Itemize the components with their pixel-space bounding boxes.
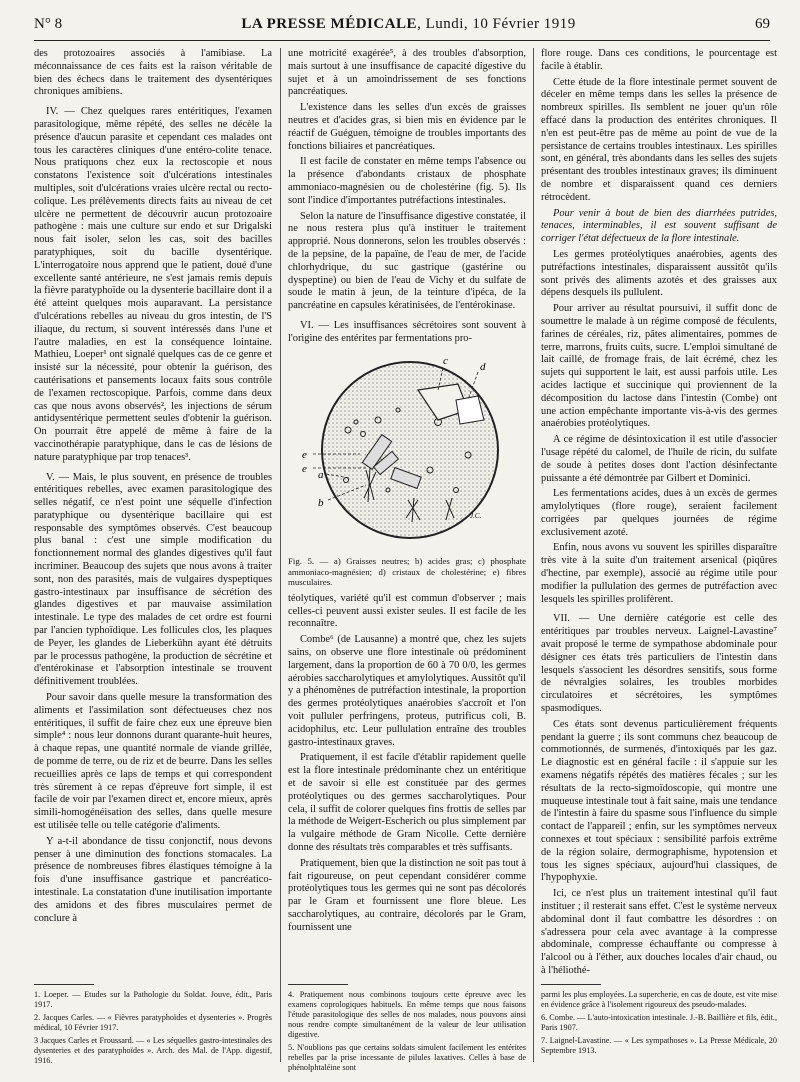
section-vii: VII. — Une dernière catégorie est celle des entéritiques par troubles nerveux. Laignel-Lavastine⁷ avait proposé le terme de sympathose abdominale pour désigner ces états très particuliers de l'intestin dans lesquels s'associent les désordres sensitifs, sous forme de névralgies solaires, les troubles morbides circulatoires et sécrétoires, les symptômes spasmodiques. xyxy=(541,613,777,715)
paragraph: Pour arriver au résultat poursuivi, il suffit donc de soumettre le malade à un régime composé de féculents, farines de céréales, riz, pâtes alimentaires, pommes de terre, marrons, fruits cuits, sucre. L'emploi simultané de lait caillé, de fromage frais, de lait écrémé, chez les sujets qui supportent le lait, est aussi parfois utile. Les acides lactique et succinique qui proviennent de la décomposition du lactose dans l'intestin (Combe) ont une action empêchante importante vis-à-vis des germes anaérobies protéolytiques. xyxy=(541,303,777,430)
paragraph: Pour venir à bout de bien des diarrhées putrides, tenaces, interminables, il est souvent suffisant de corriger l'état défectueux de la flore intestinale. xyxy=(541,207,777,245)
figure-caption: Fig. 5. — a) Graisses neutres; b) acides gras; c) phosphate ammoniaco-magnésien; d) cristaux de cholestérine; e) fibres musculaires. xyxy=(288,556,526,588)
journal-title: LA PRESSE MÉDICALE xyxy=(241,16,418,32)
footnote: 3 Jacques Carles et Froussard. — « Les séquelles gastro-intestinales des dysenteries et des paratyphoïdes ». Arch. des Mal. de l'App. digestif, 1916. xyxy=(34,1036,272,1065)
label-e: e xyxy=(302,448,307,461)
footnote: 7. Laignel-Lavastine. — « Les sympathoses ». La Presse Médicale, 20 Septembre 1913. xyxy=(541,1036,777,1055)
paragraph: Les germes protéolytiques anaérobies, agents des putréfactions intestinales, disparaissent aussitôt qu'ils sont privés des aliments azotés et des graisses aux dépens desquels ils pullulent. xyxy=(541,248,777,299)
section-iv: IV. — Chez quelques rares entéritiques, l'examen parasitologique, même répété, des selles ne décèle la présence d'aucun parasite et cependant ces malades ont tous les caractères cliniques d'une entéro-colite tenace. Nous pratiquons chez eux la rectoscopie et nous constatons l'existence soit d'ulcérations intestinales multiples, soit d'ulcérations vraies ulcère rectal ou recto-colique. Les prélèvements directs faits au niveau de cet ulcère ne permettent de découvrir aucun protozoaire pathogène : mais une culture sur endo et sur Drigalski nous fait isoler, selon les cas, soit des bacilles paratyphiques, soit du bacille dysentérique. L'interrogatoire nous apprend que le patient, doué d'une excellente santé antérieure, ne s'est jamais remis depuis la fièvre paratyphoïde ou la dysenterie bacillaire dont il a été atteint quelques mois auparavant. La persistance d'ulcérations rebelles au niveau du gros intestin, de l'S iliaque, du rectum, si souvent intéressés dans l'une et l'autre maladies, en est la conséquence lointaine. Mathieu, Loeper¹ ont signalé quelques cas de ce genre et insisté sur la nécessité, pour obtenir la guérison, des cautérisations et pansements locaux faits sous contrôle de l'examen rectoscopique. Parfois, comme dans deux cas que nous avons observés², les injections de sérum antidysentérique permettent seules d'obtenir la guérison. On pourrait être appelé de même à faire de la vaccinothérapie paratyphique, dans le cas de lésions de nature paratyphique par trop tenaces³. xyxy=(34,106,272,463)
paragraph: Pratiquement, bien que la distinction ne soit pas tout à fait rigoureuse, on peut cependant considérer comme protéolytiques tous les germes qui ne sont pas décolorés par le Gram et fournissent une flore bleue. Les saccharolytiques, au contraire, décolorés par le Gram, fournissent une xyxy=(288,857,526,933)
column-3 xyxy=(541,48,777,983)
footnote: 2. Jacques Carles. — « Fièvres paratyphoïdes et dysenteries ». Progrès médical, 10 Février 1917. xyxy=(34,1013,272,1032)
section-vi: VI. — Les insuffisances sécrétoires sont souvent à l'origine des entérites par fermentations pro- xyxy=(288,319,526,344)
paragraph: une motricité exagérée⁵, à des troubles d'absorption, mais surtout à une insuffisance de capacité digestive du sujet et à un amoindrissement de ses fonctions pancréatiques. xyxy=(288,48,526,98)
paragraph: téolytiques, variété qu'il est commun d'observer ; mais celles-ci peuvent aussi exister seules. Il est facile de les reconnaître. xyxy=(288,592,526,630)
footnote: 1. Loeper. — Etudes sur la Pathologie du Soldat. Jouve, édit., Paris 1917. xyxy=(34,990,272,1009)
page-number: 69 xyxy=(755,16,770,32)
footnote: parmi les plus employées. La supercherie, en cas de doute, est vite mise en évidence grâce à l'isolement rigoureux des pseudo-malades. xyxy=(541,990,777,1009)
paragraph: Les fermentations acides, dues à un excès de germes amylolytiques (flore rouge), seraient facilement corrigées par quelques journées de régime exclusivement azoté. xyxy=(541,488,777,538)
paragraph: Il est facile de constater en même temps l'absence ou la présence d'abondants cristaux de phosphate ammoniaco-magnésien ou de cholestérine (fig. 5). Ils sont l'indice d'importantes putréfactions intestinales. xyxy=(288,156,526,206)
footnote-rule xyxy=(34,984,94,985)
issue-number: N° 8 xyxy=(34,16,63,32)
footnotes-column-3 xyxy=(541,990,777,1059)
microscope-field-illustration xyxy=(288,350,526,550)
footnotes-column-1 xyxy=(34,990,272,1069)
paragraph: Selon la nature de l'insuffisance digestive constatée, il ne nous restera plus qu'à instituer le traitement approprié. Nous donnerons, selon les troubles observés : de la pepsine, de la papaïne, de l'eau de mer, de l'acide chlorhydrique, du suc gastrique (gastérine ou dyspeptine) ou bien de l'eau de Vichy et du sulfate de soude le matin à jeun, de la teinture d'ipéca, de la pancréatine en capsules kératinisées, de l'entérokinase. xyxy=(288,210,526,312)
paragraph: des protozoaires associés à l'amibiase. La méconnaissance de ces faits est la raison véritable de bien des échecs dans le traitement des dysentériques chroniques amibiens. xyxy=(34,48,272,98)
section-v: V. — Mais, le plus souvent, en présence de troubles entéritiques rebelles, avec examen parasitologique des selles négatif, ce n'est point une séquelle d'infection paratyphique ou dysentérique bacillaire qui est responsable des symptômes observés. C'est beaucoup plus banal : c'est une simple modification du fonctionnement normal des glandes digestives qu'il faut incriminer. Beaucoup des sujets que nous avons à traiter sont, non des parasités, mais de vulgaires dyspeptiques gastro-intestinaux par insuffisance de sécrétion des glandes digestives et par mauvaise assimilation intestinale. Le type des malades de cet ordre est fourni par l'ancien typhoïdique. Les follicules clos, les plaques de Peyer, les glandes de Lieberkühn ayant été détruits par le processus pathogène, la production de sécrétine et d'entérokinase et l'absorption intestinale se trouvent définitivement troublées. xyxy=(34,471,272,688)
paragraph: Ces états sont devenus particulièrement fréquents pendant la guerre ; ils sont communs chez beaucoup de commotionnés, de surmenés, d'intoxiqués par les gaz. Le diagnostic est en général facile : il s'appuie sur les examens négatifs répétés des matières fécales ; sur les résultats de la recto-sigmoïdoscopie, qui montre une muqueuse intestinale tout à fait saine, mais une tendance de l'intestin à faire du spasme sous l'influence du simple contact de l'appareil ; enfin, sur les symptômes nerveux connexes et tout spéciaux : sensibilité parfois extrême de la région solaire, dermographisme, hypotension et tous les signes spéciaux, aujourd'hui classiques, de l'hypophyxie. xyxy=(541,718,777,884)
illustrator-signature: J.C. xyxy=(470,511,482,520)
label-b: b xyxy=(318,496,324,509)
label-c: c xyxy=(443,354,448,367)
issue-date: , Lundi, 10 Février 1919 xyxy=(417,16,576,32)
footnote: 5. N'oublions pas que certains soldats simulent facilement les entérites rebelles par la prise incessante de pilules laxatives. Celles à base de phénolphtaléine sont xyxy=(288,1043,526,1072)
column-separator xyxy=(280,48,281,1062)
column-2 xyxy=(288,48,526,980)
column-1 xyxy=(34,48,272,978)
paragraph: Pratiquement, il est facile d'établir rapidement quelle est la flore intestinale prédominante chez un entéritique et de savoir si elle est constituée par des germes protéolytiques ou des germes saccharolytiques. Pour cela, il suffit de colorer quelques fins frottis de selles par la méthode de Weigert-Escherich ou plus simplement par la vulgaire méthode de Gram Nicolle. Cette dernière donne des résultats très comparables et très suffisants. xyxy=(288,752,526,853)
footnote: 6. Combe. — L'auto-intoxication intestinale. J.-B. Baillière et fils, édit., Paris 1907. xyxy=(541,1013,777,1032)
paragraph: Combe⁶ (de Lausanne) a montré que, chez les sujets sains, on observe une flore intestinale où prédominent largement, dans la proportion de 60 à 70 0/0, les germes aérobies saccharolytiques et amylolytiques. Aussitôt qu'il y a phénomènes de putréfaction intestinale, la proportion des germes protéolytiques anaérobies s'accroît et l'on voit pulluler perfringens, proteus, putrificus coli, B. acidophilus, etc. Leur pullulation entraîne des troubles gastro-intestinaux graves. xyxy=(288,634,526,748)
label-a: a xyxy=(318,468,324,481)
column-separator xyxy=(533,48,534,1062)
paragraph: L'existence dans les selles d'un excès de graisses neutres et d'acides gras, si bien mis en évidence par le réactif de Guéguen, témoigne de troubles importants des fonctions biliaires et pancréatiques. xyxy=(288,102,526,152)
header-rule xyxy=(34,40,770,41)
page-header xyxy=(34,16,770,38)
label-d: d xyxy=(480,360,486,373)
paragraph: Pour savoir dans quelle mesure la transformation des aliments et l'assimilation sont défectueuses chez nos entéritiques, il suffit de faire chez eux une épreuve bien simple⁴ : nous leur donnons durant quarante-huit heures, à chaque repas, une quantité normale de viande grillée, de pomme de terre, ou de riz et de beurre. Dans les selles recueillies après ce laps de temps et qui correspondent très sûrement à ce repas d'épreuve fort simple, il est facile de voir par l'examen direct et, encore mieux, après simili-homogénéisation des selles, dans quelle mesure est utilisée telle ou telle catégorie d'aliments. xyxy=(34,692,272,832)
label-e: e xyxy=(302,462,307,475)
footnote: 4. Pratiquement nous combinons toujours cette épreuve avec les examens coprologiques habituels. En même temps que nous faisons l'étude parasitologique des selles de nos malades, nous pouvons ainsi nous rendre compte simultanément de la valeur de leur utilisation digestive. xyxy=(288,990,526,1039)
paragraph: Cette étude de la flore intestinale permet souvent de déceler en même temps dans les selles la présence de nombreux spirilles. Ils semblent ne jouer qu'un rôle effacé dans la production des entérites chroniques. Il n'en est peut-être pas de même au point de vue de la persistance de certains troubles intestinaux. Les spirilles sont, en général, très abondants dans les selles des sujets présentant des troubles intestinaux graves; ils diminuent de nombre et disparaissent quand ces derniers rétrocèdent. xyxy=(541,76,777,203)
paragraph: Y a-t-il abondance de tissu conjonctif, nous devons penser à une diminution des fonctions stomacales. La présence de nombreuses fibres élastiques témoigne à la fois d'une insuffisance gastrique et pancréatico-intestinale. La constatation d'une inutilisation importante des amidons et des fibres musculaires permet de conclure à xyxy=(34,835,272,924)
footnote-rule xyxy=(288,984,348,985)
paragraph: flore rouge. Dans ces conditions, le pourcentage est facile à établir. xyxy=(541,48,777,72)
footnote-rule xyxy=(541,984,601,985)
figure-5 xyxy=(288,350,526,588)
masthead xyxy=(241,16,575,33)
paragraph: Enfin, nous avons vu souvent les spirilles disparaître très vite à la suite d'un traitement arsenical (piqûres d'hectine, par exemple), associé au régime utile pour modifier la pullulation des germes de putréfaction avec lesquels les spirilles prolifèrent. xyxy=(541,542,777,605)
paragraph: Ici, ce n'est plus un traitement intestinal qu'il faut instituer ; il resterait sans effet. C'est le système nerveux abdominal dont il faut combattre les désordres : on s'adressera pour cela avec avantage à la compresse abdominale, compresse échauffante ou compresse à l'alcool ou à l'éther, aux douches locales d'air chaud, ou à l'héliothé- xyxy=(541,888,777,976)
footnotes-column-2 xyxy=(288,990,526,1076)
paragraph: A ce régime de désintoxication il est utile d'associer l'usage répété du calomel, de l'huile de ricin, du sulfate de soude à petites doses dont l'action désinfectante puissante a été démontrée par Gilbert et Dominici. xyxy=(541,434,777,484)
